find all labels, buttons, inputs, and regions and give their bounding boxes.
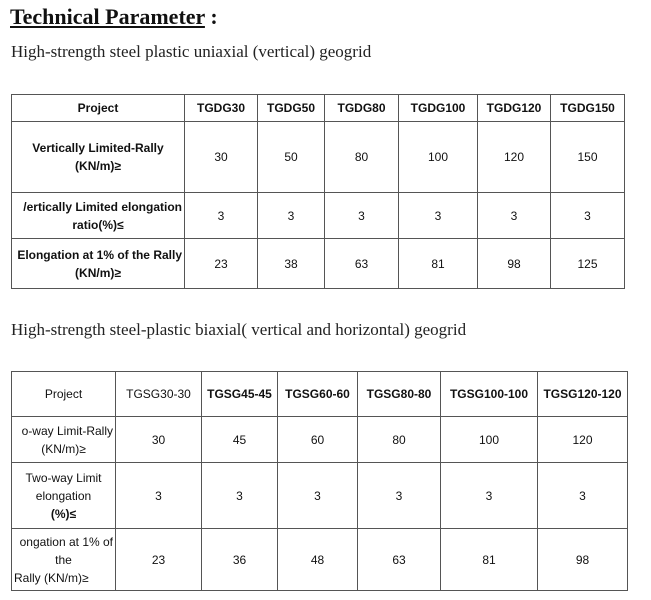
value-cell: 48	[278, 529, 358, 591]
value-cell: 100	[399, 122, 478, 193]
header-cell: TGDG120	[478, 95, 551, 122]
uniaxial-subtitle: High-strength steel plastic uniaxial (vertical) geogrid	[11, 42, 372, 61]
row-label	[12, 463, 116, 529]
row-label-line: (KN/m)≥	[75, 159, 121, 173]
value-cell: 81	[441, 529, 538, 591]
header-cell: Project	[12, 372, 116, 417]
row-label-line: o-way Limit-Rally	[21, 423, 113, 438]
value-cell: 63	[358, 529, 441, 591]
row-label	[12, 239, 185, 289]
table-row	[12, 417, 628, 463]
header-cell: TGSG100-100	[441, 372, 538, 417]
value-cell: 80	[358, 417, 441, 463]
value-cell: 3	[478, 193, 551, 239]
value-cell: 120	[478, 122, 551, 193]
row-label	[12, 193, 185, 239]
header-cell: TGDG80	[325, 95, 399, 122]
value-cell: 3	[551, 193, 625, 239]
row-label	[12, 122, 185, 193]
value-cell: 23	[116, 529, 202, 591]
table-row	[12, 529, 628, 591]
row-label-line: (KN/m)≥	[41, 441, 86, 456]
value-cell: 23	[185, 239, 258, 289]
value-cell: 45	[202, 417, 278, 463]
value-cell: 63	[325, 239, 399, 289]
value-cell: 3	[258, 193, 325, 239]
row-label-line: ongation at 1% of	[19, 534, 113, 549]
row-label-line: Elongation at 1% of the Rally	[17, 247, 182, 262]
value-cell: 3	[185, 193, 258, 239]
table-header-row	[12, 95, 625, 122]
value-cell: 3	[538, 463, 628, 529]
row-label-line: /ertically Limited elongation	[23, 199, 182, 214]
table-row	[12, 193, 625, 239]
value-cell: 125	[551, 239, 625, 289]
value-cell: 3	[358, 463, 441, 529]
value-cell: 80	[325, 122, 399, 193]
heading-title: Technical Parameter	[10, 4, 205, 29]
header-cell: TGSG45-45	[202, 372, 278, 417]
header-cell: TGDG150	[551, 95, 625, 122]
header-cell: TGDG50	[258, 95, 325, 122]
value-cell: 36	[202, 529, 278, 591]
row-label-line: (KN/m)≥	[75, 265, 121, 280]
value-cell: 3	[441, 463, 538, 529]
biaxial-subtitle: High-strength steel-plastic biaxial( vertical and horizontal) geogrid	[11, 320, 467, 339]
value-cell: 100	[441, 417, 538, 463]
row-label	[12, 529, 116, 591]
row-label-line: elongation	[35, 488, 92, 503]
value-cell: 3	[278, 463, 358, 529]
uniaxial-parameter-table	[11, 94, 625, 289]
header-cell: TGSG120-120	[538, 372, 628, 417]
value-cell: 30	[185, 122, 258, 193]
header-cell: TGSG30-30	[116, 372, 202, 417]
table-header-row	[12, 372, 628, 417]
row-label-line: (%)≤	[50, 506, 77, 521]
table-row	[12, 239, 625, 289]
value-cell: 120	[538, 417, 628, 463]
row-label-line: ratio(%)≤	[72, 217, 124, 232]
value-cell: 30	[116, 417, 202, 463]
header-cell: TGSG60-60	[278, 372, 358, 417]
header-cell: Project	[12, 95, 185, 122]
row-label	[12, 417, 116, 463]
header-cell: TGSG80-80	[358, 372, 441, 417]
row-label-line: Rally (KN/m)≥	[14, 570, 89, 585]
heading-colon: :	[210, 4, 218, 29]
row-label-line: Vertically Limited-Rally	[32, 141, 164, 155]
value-cell: 60	[278, 417, 358, 463]
page-heading	[10, 4, 218, 30]
header-cell: TGDG30	[185, 95, 258, 122]
value-cell: 50	[258, 122, 325, 193]
value-cell: 81	[399, 239, 478, 289]
table-row	[12, 463, 628, 529]
row-label-line: Two-way Limit	[25, 470, 102, 485]
biaxial-parameter-table	[11, 371, 628, 591]
table-row	[12, 122, 625, 193]
value-cell: 3	[202, 463, 278, 529]
row-label-line: the	[55, 552, 72, 567]
value-cell: 150	[551, 122, 625, 193]
value-cell: 3	[399, 193, 478, 239]
value-cell: 3	[116, 463, 202, 529]
value-cell: 38	[258, 239, 325, 289]
value-cell: 98	[478, 239, 551, 289]
header-cell: TGDG100	[399, 95, 478, 122]
value-cell: 98	[538, 529, 628, 591]
value-cell: 3	[325, 193, 399, 239]
